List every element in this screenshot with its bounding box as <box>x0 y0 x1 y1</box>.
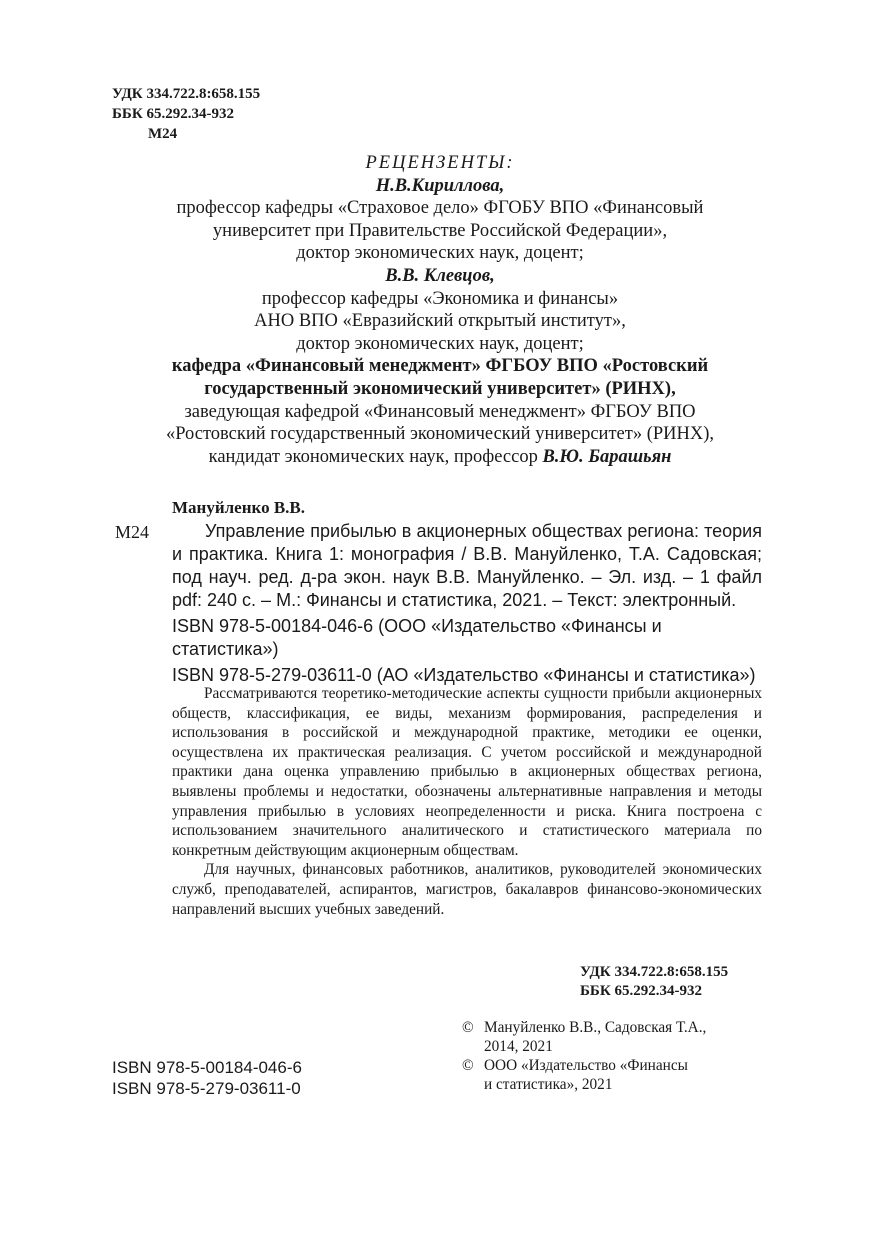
reviewer-2-line: доктор экономических наук, доцент; <box>296 333 584 354</box>
abstract <box>172 684 762 919</box>
bbk-code: ББК 65.292.34-932 <box>112 106 234 122</box>
reviewer-3-line: «Ростовский государственный экономический университет» (РИНХ), <box>165 424 715 445</box>
classification-codes-bottom <box>580 963 728 1001</box>
abstract-paragraph: Рассматриваются теоретико-методические аспекты сущности прибыли акционерных обществ, классификация, ее виды, механизм формирования, распределения и использования в российской и международной практике, методики ее оценки, осуществлена их практическая реализация. С учетом российской и международной практики дана оценка управлению прибылью в акционерных обществах региона, выявлены проблемы и недостатки, обозначены альтернативные направления и методы управления прибылью в условиях неопределенности и риска. Книга построена с использованием значительного аналитического и статистического материала по конкретным действующим акционерным обществам. <box>172 685 762 859</box>
copyright-icon: © <box>462 1019 474 1036</box>
reviewer-3-last-line <box>60 446 820 469</box>
reviewers-block <box>60 152 820 468</box>
isbn-item: ISBN 978-5-279-03611-0 <box>112 1079 301 1098</box>
reviewer-2-line: АНО ВПО «Евразийский открытый институт», <box>254 311 626 332</box>
copyright-publisher-line: ООО «Издательство «Финансы <box>484 1057 688 1074</box>
reviewer-2-name: В.В. Клевцов, <box>385 265 495 286</box>
reviewer-3-org: кафедра «Финансовый менеджмент» ФГБОУ ВПО «Ростовский <box>171 356 709 377</box>
copyright-publisher-line: и статистика», 2021 <box>484 1076 613 1093</box>
catalog-isbn-1: ISBN 978-5-00184-046-6 (ООО «Издательство «Финансы и статистика») <box>172 616 662 659</box>
isbn-item: ISBN 978-5-00184-046-6 <box>112 1058 302 1077</box>
udk-code: УДК 334.722.8:658.155 <box>112 86 261 102</box>
copyright-authors-years: 2014, 2021 <box>484 1038 553 1055</box>
catalog-code: М24 <box>115 522 150 542</box>
reviewer-3-org: государственный экономический университет» (РИНХ), <box>204 378 676 399</box>
catalog-entry <box>172 520 762 687</box>
udk-code-bottom: УДК 334.722.8:658.155 <box>580 964 729 980</box>
copyright-authors-line: Мануйленко В.В., Садовская Т.А., <box>484 1019 707 1036</box>
reviewer-1-line: доктор экономических наук, доцент; <box>296 243 584 264</box>
reviewer-3-line: заведующая кафедрой «Финансовый менеджмент» ФГБОУ ВПО <box>184 401 696 422</box>
author-sign: М24 <box>148 126 178 142</box>
catalog-isbn-2: ISBN 978-5-279-03611-0 (АО «Издательство «Финансы и статистика») <box>172 665 756 685</box>
reviewer-3-title: кандидат экономических наук, профессор <box>208 446 543 467</box>
reviewers-heading: РЕЦЕНЗЕНТЫ: <box>365 153 515 173</box>
copyright-icon: © <box>462 1057 474 1074</box>
isbn-list <box>112 1057 302 1099</box>
reviewer-1-line: университет при Правительстве Российской Федерации», <box>212 220 668 241</box>
bbk-code-bottom: ББК 65.292.34-932 <box>580 983 702 999</box>
reviewer-3-head-name: В.Ю. Барашьян <box>542 446 672 467</box>
reviewer-1-name: Н.В.Кириллова, <box>375 175 505 196</box>
audience-paragraph: Для научных, финансовых работников, аналитиков, руководителей экономических служб, преподавателей, аспирантов, магистров, бакалавров финансово-экономических направлений высших учебных заведений. <box>172 861 762 918</box>
reviewer-1-line: профессор кафедры «Страховое дело» ФГОБУ ВПО «Финансовый <box>176 198 704 219</box>
catalog-author: Мануйленко В.В. <box>172 498 306 517</box>
copyright-block <box>462 1018 782 1094</box>
copyright-authors <box>462 1018 782 1056</box>
copyright-publisher <box>462 1056 782 1094</box>
catalog-description: Управление прибылью в акционерных обществах региона: теория и практика. Книга 1: монография / В.В. Мануйленко, Т.А. Садовская; под науч. ред. д-ра экон. наук В.В. Мануйленко. – Эл. изд. – 1 файл pdf: 240 с. – М.: Финансы и статистика, 2021. – Текст: электронный. <box>172 521 762 610</box>
reviewer-2-line: профессор кафедры «Экономика и финансы» <box>261 288 619 309</box>
classification-codes-top <box>112 84 260 144</box>
